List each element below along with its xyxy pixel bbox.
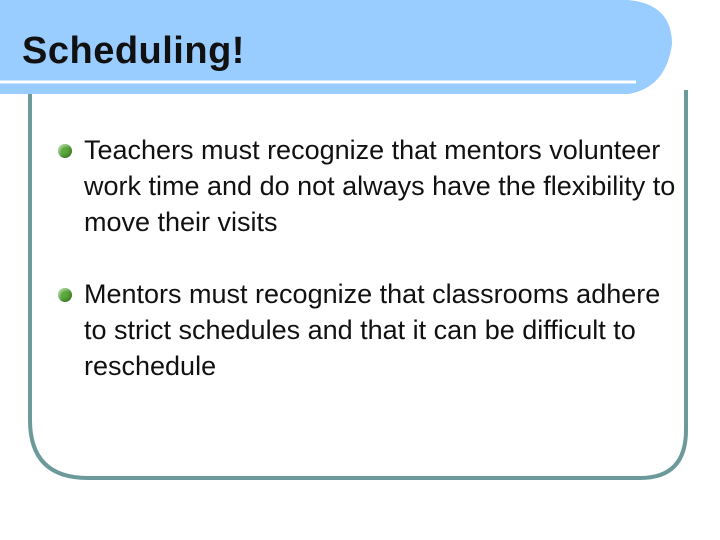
bullet-text: Mentors must recognize that classrooms adhere to strict schedules and that it can be difficult to reschedule xyxy=(84,279,661,381)
bullet-dot-icon xyxy=(58,288,72,302)
bullet-item xyxy=(58,276,678,384)
bullet-text: Teachers must recognize that mentors volunteer work time and do not always have the flexibility to move their visits xyxy=(84,135,676,237)
bullet-item xyxy=(58,132,678,240)
bullet-dot-icon xyxy=(58,144,72,158)
bullet-list xyxy=(58,132,678,420)
slide-title: Scheduling! xyxy=(22,30,245,72)
